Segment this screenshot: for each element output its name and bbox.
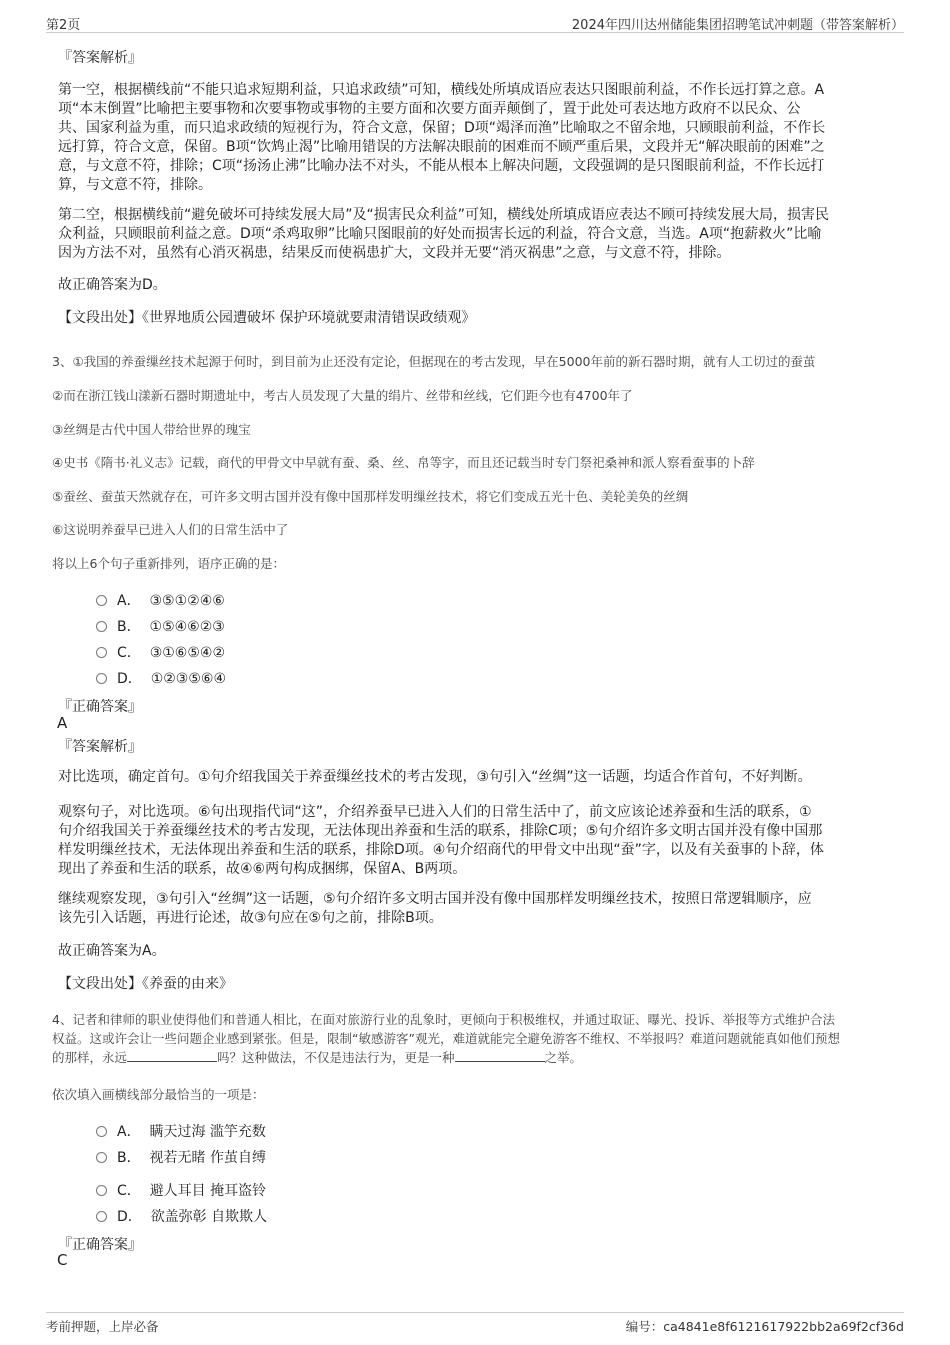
option-letter: D． [117,671,142,687]
page-footer [46,1312,904,1334]
q3-correct-label: 『正确答案』 [58,699,142,715]
text-line: 项“本末倒置”比喻把主要事物和次要事物或事物的主要方面和次要方面弄颠倒了，置于此处可表达地方政府不以民众、公 [58,101,801,117]
text-line: 该先引入话题，再进行论述，故③句应在⑤句之前，排除B项。 [58,910,443,926]
q3-prompt: 将以上6个句子重新排列，语序正确的是： [52,556,285,571]
q3-sentence-3: ③丝绸是古代中国人带给世界的瑰宝 [52,422,251,437]
q4-option-a[interactable] [96,1121,266,1141]
option-text: ③⑤①②④⑥ [149,593,225,609]
text-line: 因为方法不对，虽然有心消灭祸患，结果反而使祸患扩大，文段并无要“消灭祸患”之意，与文意不符，排除。 [58,245,731,261]
option-text: ③①⑥⑤④② [149,645,225,661]
radio-button[interactable] [96,1152,107,1163]
q3-analysis-paragraph-1 [58,768,908,787]
q3-analysis-paragraph-2 [58,803,908,879]
q4-stem-line-1: 4、记者和律师的职业使得他们和普通人相比，在面对旅游行业的乱象时，更倾向于积极维权，并通过取证、曝光、投诉、举报等方式维护合法 [52,1012,835,1027]
radio-button[interactable] [96,1211,107,1222]
option-text: ①②③⑤⑥④ [150,671,226,687]
radio-button[interactable] [96,621,107,632]
q3-option-d[interactable] [96,668,226,688]
q3-correct-answer: A [57,714,68,732]
text-line: 众利益，只顾眼前利益之意。D项“杀鸡取卵”比喻只图眼前的好处而损害长远的利益，符合文意，当选。A项“抱薪救火”比喻 [58,226,822,242]
q3-source: 【文段出处】《养蚕的由来》 [58,976,233,992]
q2-analysis-paragraph-1 [58,81,908,195]
document-title: 2024年四川达州储能集团招聘笔试冲刺题（带答案解析） [571,18,904,33]
option-text: 瞒天过海 滥竽充数 [149,1124,266,1140]
q3-analysis-label: 『答案解析』 [58,739,142,755]
radio-button[interactable] [96,1126,107,1137]
option-letter: C． [117,645,141,661]
text-line: 对比选项，确定首句。①句介绍我国关于养蚕缫丝技术的考古发现，③句引入“丝绸”这一话题，均适合作首句，不好判断。 [58,769,812,785]
text-line: 算，与文意不符，排除。 [58,177,212,193]
option-text: 避人耳目 掩耳盗铃 [149,1183,267,1199]
q4-stem-line-2: 权益。这或许会让一些问题企业感到紧张。但是，限制“敏感游客”观光，难道就能完全避免游客不维权、不举报吗？难道问题就能真如他们预想 [52,1031,840,1046]
q2-source: 【文段出处】《世界地质公园遭破坏 保护环境就要肃清错误政绩观》 [58,310,476,326]
option-letter: A． [117,593,141,609]
radio-button[interactable] [96,1185,107,1196]
q3-sentence-5: ⑤蚕丝、蚕茧天然就存在，可许多文明古国并没有像中国那样发明缫丝技术，将它们变成五光十色、美轮美奂的丝绸 [52,489,689,504]
q4-option-c[interactable] [96,1180,266,1200]
text-line: 样发明缫丝技术，无法体现出养蚕和生活的联系，排除D项。④句介绍商代的甲骨文中出现“蚕”字，以及有关蚕事的卜辞，体 [58,842,824,858]
q2-conclusion: 故正确答案为D。 [58,277,167,293]
q4-correct-label: 『正确答案』 [58,1237,142,1253]
document-code [626,1317,904,1335]
text-segment: 的那样，永远 [52,1050,128,1065]
text-line: 第一空，根据横线前“不能只追求短期利益，只追求政绩”可知，横线处所填成语应表达只图眼前利益，不作长远打算之意。A [58,82,825,98]
text-line: 意，与文意不符，排除；C项“扬汤止沸”比喻办法不对头，不能从根本上解决问题，文段强调的是只图眼前利益，不作长远打 [58,158,825,174]
option-letter: D． [117,1209,142,1225]
text-segment: 吗？这种做法，不仅是违法行为，更是一种 [217,1050,455,1065]
code-value: ca4841e8f6121617922bb2a69f2cf36d [663,1319,904,1334]
q3-option-c[interactable] [96,642,225,662]
option-text: ①⑤④⑥②③ [149,619,225,635]
text-line: 继续观察发现，③句引入“丝绸”这一话题，⑤句介绍许多文明古国并没有像中国那样发明缫丝技术，按照日常逻辑顺序，应 [58,891,812,907]
option-text: 欲盖弥彰 自欺欺人 [150,1209,268,1225]
q2-analysis-paragraph-2 [58,206,908,263]
text-segment: 之举。 [544,1050,583,1065]
q3-sentence-1: 3、①我国的养蚕缫丝技术起源于何时，到目前为止还没有定论，但据现在的考古发现，早在5000年前的新石器时期，就有人工切过的蚕茧 [52,354,816,369]
code-label: 编号： [625,1319,664,1334]
text-line: 远打算，符合文意，保留。B项“饮鸩止渴”比喻用错误的方法解决眼前的困难而不顾严重后果，文段并无“解决眼前的困难”之 [58,139,825,155]
option-letter: B． [117,1150,141,1166]
option-letter: C． [117,1183,141,1199]
q2-analysis-label: 『答案解析』 [58,50,142,66]
text-line: 观察句子，对比选项。⑥句出现指代词“这”，介绍养蚕早已进入人们的日常生活中了，前文应该论述养蚕和生活的联系，① [58,804,812,820]
text-line: 句介绍我国关于养蚕缫丝技术的考古发现，无法体现出养蚕和生活的联系，排除C项；⑤句介绍许多文明古国并没有像中国那 [58,823,823,839]
q3-sentence-2: ②而在浙江钱山漾新石器时期遗址中，考古人员发现了大量的绢片、丝带和丝线，它们距今也有4700年了 [52,388,633,403]
q3-conclusion: 故正确答案为A。 [58,943,166,959]
q3-sentence-4: ④史书《隋书·礼义志》记载，商代的甲骨文中早就有蚕、桑、丝、帛等字，而且还记载当时专门祭祀桑神和派人察看蚕事的卜辞 [52,455,755,470]
q3-option-b[interactable] [96,616,225,636]
page-header [46,14,904,33]
q3-sentence-6: ⑥这说明养蚕早已进入人们的日常生活中了 [52,522,289,537]
radio-button[interactable] [96,673,107,684]
blank-line-2 [455,1049,545,1062]
q4-option-d[interactable] [96,1206,267,1226]
option-letter: B． [117,619,141,635]
option-letter: A． [117,1124,141,1140]
blank-line-1 [127,1049,217,1062]
radio-button[interactable] [96,595,107,606]
q3-analysis-paragraph-3 [58,890,908,928]
q4-option-b[interactable] [96,1147,266,1167]
text-line: 现出了养蚕和生活的联系，故④⑥两句构成捆绑，保留A、B两项。 [58,861,467,877]
q4-stem-line-3 [52,1048,582,1067]
option-text: 视若无睹 作茧自缚 [149,1150,266,1166]
q4-prompt: 依次填入画横线部分最恰当的一项是： [52,1087,265,1102]
text-line: 第二空，根据横线前“避免破坏可持续发展大局”及“损害民众利益”可知，横线处所填成语应表达不顾可持续发展大局，损害民 [58,207,830,223]
q3-option-a[interactable] [96,590,225,610]
footer-slogan: 考前押题，上岸必备 [46,1319,159,1334]
text-line: 共、国家利益为重，而只追求政绩的短视行为，符合文意，保留；D项“竭泽而渔”比喻取之不留余地，只顾眼前利益，不作长 [58,120,826,136]
page-number: 第2页 [46,18,81,33]
radio-button[interactable] [96,647,107,658]
q4-correct-answer: C [57,1251,68,1269]
